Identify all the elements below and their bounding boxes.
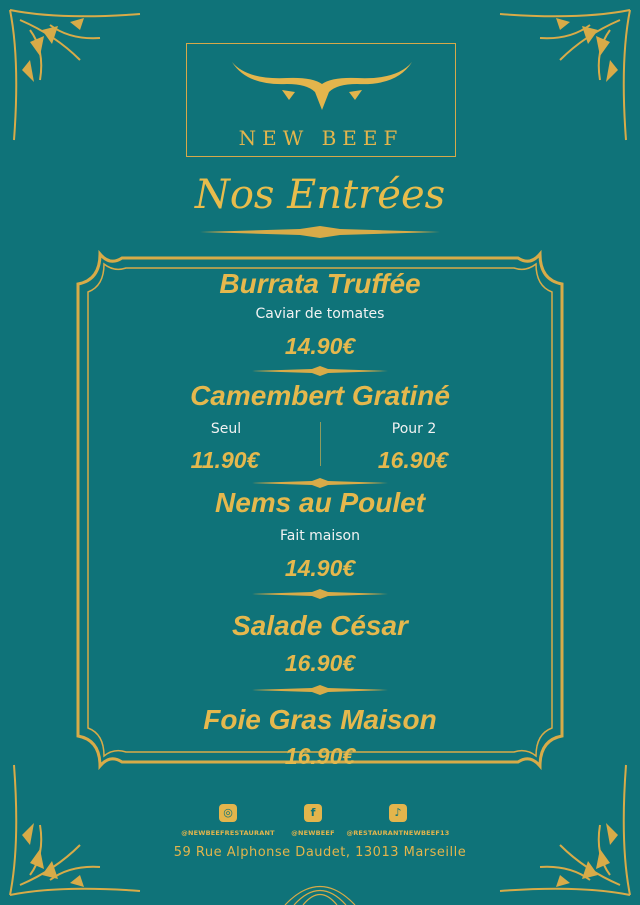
dish-name-nems: Nems au Poulet — [214, 487, 426, 518]
dish-separator — [252, 589, 388, 599]
social-handle-tiktok[interactable]: @RESTAURANTNEWBEEF13 — [346, 829, 450, 837]
dish-separator — [252, 366, 388, 376]
instagram-icon[interactable]: ◎ — [219, 804, 237, 822]
option-price-seul: 11.90€ — [190, 447, 260, 473]
social-handle-instagram[interactable]: @NEWBEEFRESTAURANT — [181, 829, 275, 837]
title-ornament-divider — [200, 226, 440, 238]
option-price-pour-2: 16.90€ — [377, 447, 449, 473]
tiktok-icon[interactable]: ♪ — [389, 804, 407, 822]
dish-price-foie-gras: 16.90€ — [284, 743, 356, 769]
bottom-arc-ornament — [280, 868, 360, 905]
facebook-icon[interactable]: f — [304, 804, 322, 822]
dish-name-camembert: Camembert Gratiné — [190, 380, 450, 411]
dish-name-burrata: Burrata Truffée — [219, 268, 421, 299]
dish-price-nems: 14.90€ — [284, 555, 356, 581]
dish-separator — [252, 685, 388, 695]
bull-horns-icon — [227, 54, 417, 114]
dish-name-salade: Salade César — [232, 610, 408, 641]
address: 59 Rue Alphonse Daudet, 13013 Marseille — [173, 845, 467, 860]
corner-ornament-top-left — [0, 0, 150, 150]
dish-price-salade: 16.90€ — [284, 650, 356, 676]
dish-price-burrata: 14.90€ — [284, 333, 356, 359]
brand-name: NEW BEEF — [238, 126, 404, 150]
logo — [186, 43, 456, 157]
social-handle-facebook[interactable]: @NEWBEEF — [291, 829, 335, 837]
option-label-seul: Seul — [210, 421, 242, 437]
dish-description-nems: Fait maison — [279, 528, 360, 544]
dish-name-foie-gras: Foie Gras Maison — [203, 704, 437, 735]
dish-description-burrata: Caviar de tomates — [255, 306, 385, 322]
corner-ornament-top-right — [490, 0, 640, 150]
option-label-pour-2: Pour 2 — [391, 421, 437, 437]
page-title: Nos Entrées — [194, 172, 446, 218]
option-divider — [320, 422, 321, 466]
